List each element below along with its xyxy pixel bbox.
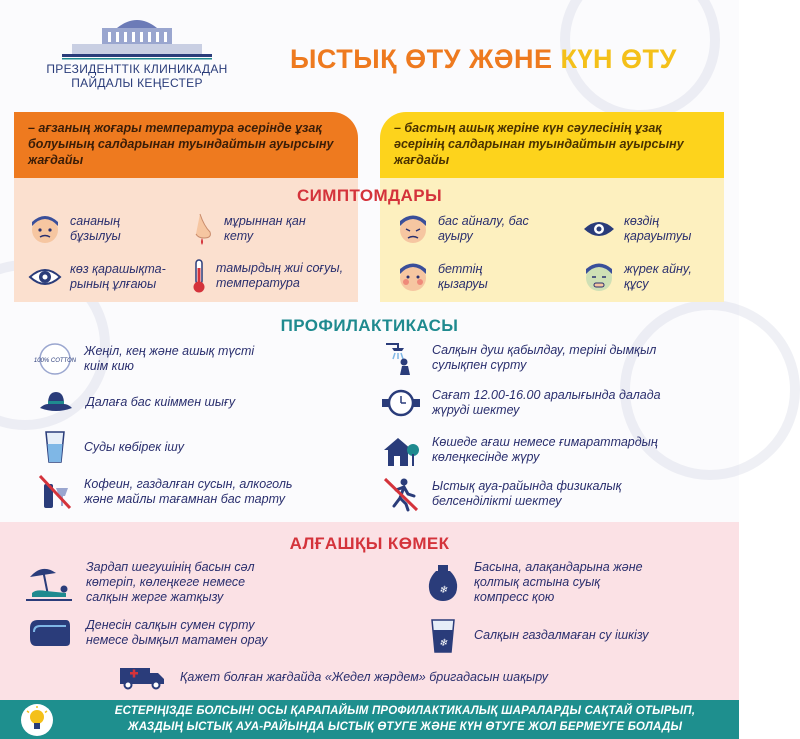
title-heatstroke: ЫСТЫҚ ӨТУ ЖӘНЕ — [290, 44, 561, 74]
svg-text:❄: ❄ — [438, 584, 448, 596]
symptom-item — [28, 212, 160, 246]
first-aid-text: Салқын газдалмаған су ішкізу — [474, 627, 649, 642]
symptom-text: сананың бұзылуы — [70, 214, 121, 243]
ice-bag-icon — [426, 563, 460, 603]
footer-text — [80, 703, 730, 735]
no-drinks-icon — [38, 474, 72, 510]
thermometer-icon — [190, 258, 208, 294]
symptom-text: бас айналу, бас ауыру — [438, 214, 529, 243]
first-aid-title: АЛҒАШҚЫ КӨМЕК — [289, 534, 450, 553]
cold-water-icon — [430, 616, 456, 654]
headache-face-icon — [396, 212, 430, 246]
eye-icon — [28, 265, 62, 289]
nausea-face-icon — [582, 260, 616, 294]
prevention-text: Сағат 12.00-16.00 аралығында далада жүруді шектеу — [432, 388, 661, 417]
symptom-text: жүрек айну, құсу — [624, 262, 692, 291]
umbrella-rest-icon — [26, 563, 72, 603]
symptom-item — [396, 212, 538, 246]
prevention-item — [382, 340, 662, 376]
prevention-item — [382, 432, 702, 468]
title-sunstroke: КҮН ӨТУ — [560, 44, 677, 74]
clinic-logo — [22, 14, 252, 90]
hat-icon — [38, 388, 74, 416]
prevention-text: Далаға бас киіммен шығу — [86, 394, 236, 409]
no-running-icon — [382, 476, 420, 512]
prevention-text: Көшеде ағаш немесе ғимараттардың көлеңкесінде жүру — [432, 435, 658, 464]
symptoms-title: СИМПТОМДАРЫ — [297, 186, 442, 205]
cotton-label: 100% COTTON — [33, 358, 77, 364]
red-face-icon — [396, 260, 430, 294]
first-aid-text: Зардап шегушінің басын сәл көтеріп, көлеңкеге немесе салқын жерге жатқызу — [86, 560, 255, 604]
towel-icon — [26, 618, 72, 648]
first-aid-text: Қажет болған жағдайда «Жедел жәрдем» бригадасын шақыру — [180, 669, 549, 684]
page-title — [290, 44, 677, 75]
footer-line1: ЕСТЕРІҢІЗДЕ БОЛСЫН! ОСЫ ҚАРАПАЙЫМ ПРОФИЛАКТИКАЛЫҚ ШАРАЛАРДЫ САҚТАЙ ОТЫРЫП, — [114, 705, 696, 717]
prevention-text: Кофеин, газдалған сусын, алкоголь және майлы тағамнан бас тарту — [84, 477, 293, 506]
first-aid-item — [26, 618, 296, 648]
symptom-item — [190, 212, 334, 246]
sunstroke-definition: – бастың ашық жеріне күн сәулесінің ұзақ әсерінің салдарынан туындайтын ауырсыну жағдайы — [380, 112, 724, 178]
prevention-title: ПРОФИЛАКТИКАСЫ — [280, 316, 459, 335]
house-tree-icon — [382, 432, 420, 468]
lightbulb-icon — [20, 703, 54, 737]
dark-eye-icon — [582, 217, 616, 241]
confused-face-icon — [28, 212, 62, 246]
symptom-item — [396, 260, 518, 294]
ambulance-icon — [118, 664, 166, 690]
symptom-item — [190, 258, 361, 294]
symptom-item — [28, 262, 185, 292]
prevention-text: Ыстық ауа-райында физикалық белсенділікті шектеу — [432, 479, 622, 508]
nose-bleed-icon — [190, 212, 216, 246]
svg-text:❄: ❄ — [438, 638, 448, 649]
prevention-item — [33, 342, 264, 376]
symptom-text: көз қарашықта-рының ұлғаюы — [70, 262, 166, 291]
cotton-icon — [33, 342, 77, 376]
org-name-line1: ПРЕЗИДЕНТТІК КЛИНИКАДАН — [46, 62, 228, 76]
building-logo-icon — [62, 14, 212, 62]
org-name-line2: ПАЙДАЛЫ КЕҢЕСТЕР — [71, 76, 203, 90]
water-glass-icon — [44, 430, 66, 464]
prevention-item — [44, 430, 264, 464]
heatstroke-definition: – ағзаның жоғары температура әсерінде ұзақ болуының салдарынан туындайтын ауырсыну жағдайы — [14, 112, 358, 178]
prevention-text: Салқын душ қабылдау, теріні дымқыл сулықпен сүрту — [432, 343, 657, 372]
watch-icon — [382, 389, 420, 417]
prevention-item — [382, 476, 672, 512]
first-aid-item — [430, 616, 654, 654]
first-aid-item — [26, 560, 286, 605]
prevention-text: Жеңіл, кең және ашық түсті киім кию — [84, 344, 255, 373]
symptom-text: тамырдың жиі соғуы, температура — [216, 261, 344, 290]
prevention-item — [38, 388, 266, 416]
symptom-text: көздің қарауытуы — [624, 214, 692, 243]
symptom-item — [582, 260, 714, 294]
footer-banner — [0, 700, 739, 739]
symptom-item — [582, 214, 704, 244]
footer-line2: ЖАЗДЫҢ ЫСТЫҚ АУА-РАЙЫНДА ЫСТЫҚ ӨТУГЕ ЖӘНЕ КҮН ӨТУГЕ ЖОЛ БЕРМЕУГЕ БОЛАДЫ — [127, 721, 683, 733]
prevention-item — [38, 474, 324, 510]
prevention-item — [382, 388, 662, 418]
first-aid-item — [118, 664, 640, 690]
symptom-text: беттің қызаруы — [438, 262, 488, 291]
first-aid-text: Басына, алақандарына және қолтық астына суық компресс қою — [474, 560, 643, 604]
shower-icon — [382, 340, 420, 376]
first-aid-text: Денесін салқын сумен сүрту немесе дымқыл матамен орау — [86, 618, 268, 647]
symptom-text: мұрыннан қан кету — [224, 214, 306, 243]
prevention-text: Суды көбірек ішу — [84, 439, 185, 454]
first-aid-item — [426, 560, 654, 605]
